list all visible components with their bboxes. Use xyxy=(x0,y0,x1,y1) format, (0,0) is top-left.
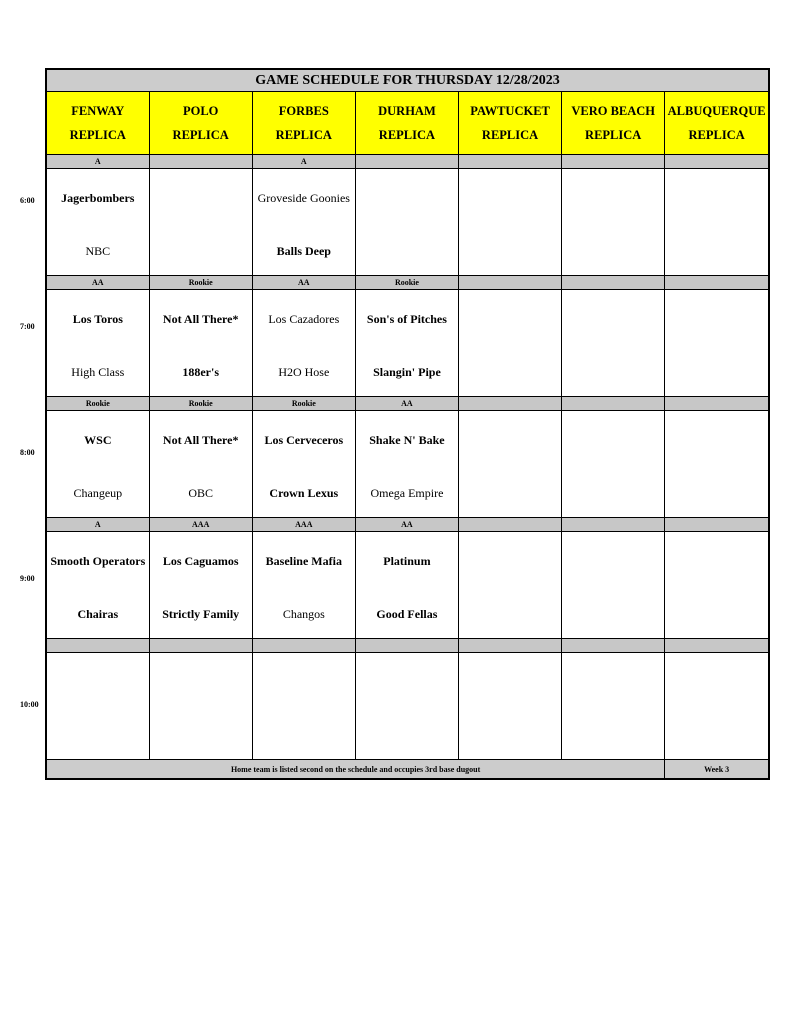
field-name: DURHAM xyxy=(378,104,436,118)
away-team xyxy=(562,411,664,469)
home-team xyxy=(47,711,149,759)
away-team: Los Caguamos xyxy=(162,553,239,568)
away-team xyxy=(665,411,768,469)
time-slot-row xyxy=(46,653,769,760)
division-label: AA xyxy=(355,518,458,532)
field-name: POLO xyxy=(182,104,219,118)
division-label: Rookie xyxy=(252,397,355,411)
away-team xyxy=(562,290,664,348)
game-cell xyxy=(665,653,769,760)
division-row xyxy=(46,397,769,411)
away-team: Not All There* xyxy=(162,432,239,447)
game-cell xyxy=(665,411,769,518)
division-label: Rookie xyxy=(46,397,149,411)
footer-note: Home team is listed second on the schedule and occupies 3rd base dugout xyxy=(46,760,665,780)
time-label: 7:00 xyxy=(20,322,35,331)
division-label xyxy=(562,276,665,290)
game-cell xyxy=(46,290,149,397)
away-team: Los Cazadores xyxy=(268,311,340,326)
game-cell xyxy=(46,653,149,760)
away-team: Los Cerveceros xyxy=(264,432,344,447)
home-team xyxy=(150,227,252,275)
division-label: A xyxy=(46,518,149,532)
home-team xyxy=(665,590,768,638)
away-team xyxy=(562,169,664,227)
away-team xyxy=(665,169,768,227)
away-team xyxy=(459,532,561,590)
division-label xyxy=(562,518,665,532)
field-name: FORBES xyxy=(278,104,329,118)
home-team: Omega Empire xyxy=(370,485,444,500)
away-team xyxy=(253,653,355,711)
division-label xyxy=(459,276,562,290)
game-cell xyxy=(252,169,355,276)
field-subtitle: REPLICA xyxy=(688,128,745,142)
title-row xyxy=(46,69,769,92)
field-name: FENWAY xyxy=(71,104,125,118)
game-cell xyxy=(355,532,458,639)
field-name: PAWTUCKET xyxy=(470,104,550,118)
division-label: AA xyxy=(355,397,458,411)
field-name: ALBUQUERQUE xyxy=(667,104,766,118)
time-slot-row xyxy=(46,411,769,518)
home-team: Slangin' Pipe xyxy=(373,364,441,379)
home-team: Crown Lexus xyxy=(269,485,339,500)
away-team xyxy=(665,653,768,711)
game-cell xyxy=(46,532,149,639)
field-header-vero-beach xyxy=(562,92,665,155)
division-label xyxy=(665,518,769,532)
division-row xyxy=(46,276,769,290)
game-cell xyxy=(562,411,665,518)
away-team: Baseline Mafia xyxy=(265,553,342,568)
game-cell xyxy=(149,653,252,760)
game-cell xyxy=(665,532,769,639)
division-label xyxy=(459,639,562,653)
home-team: Good Fellas xyxy=(376,606,438,621)
game-cell xyxy=(252,653,355,760)
division-label xyxy=(562,639,665,653)
field-subtitle: REPLICA xyxy=(378,128,436,142)
away-team xyxy=(356,653,458,711)
home-team: H2O Hose xyxy=(278,364,330,379)
home-team: Changos xyxy=(282,606,325,621)
away-team xyxy=(150,653,252,711)
home-team xyxy=(459,227,561,275)
division-row xyxy=(46,518,769,532)
game-cell xyxy=(149,169,252,276)
field-subtitle: REPLICA xyxy=(585,128,642,142)
home-team xyxy=(459,469,561,517)
footer-row xyxy=(46,760,769,780)
home-team: Chairas xyxy=(77,606,119,621)
division-label: AAA xyxy=(149,518,252,532)
game-cell xyxy=(252,532,355,639)
division-label xyxy=(459,397,562,411)
away-team: WSC xyxy=(84,432,112,447)
division-label xyxy=(665,276,769,290)
field-header-polo xyxy=(149,92,252,155)
division-label: AA xyxy=(46,276,149,290)
home-team: High Class xyxy=(71,364,125,379)
division-label xyxy=(665,155,769,169)
division-label: Rookie xyxy=(355,276,458,290)
home-team xyxy=(562,227,664,275)
home-team xyxy=(665,227,768,275)
division-label xyxy=(46,639,149,653)
away-team xyxy=(562,532,664,590)
away-team xyxy=(665,532,768,590)
division-label xyxy=(355,639,458,653)
field-subtitle: REPLICA xyxy=(481,128,539,142)
division-label xyxy=(459,518,562,532)
division-label xyxy=(355,155,458,169)
division-label xyxy=(562,397,665,411)
game-cell xyxy=(562,532,665,639)
game-cell xyxy=(459,290,562,397)
home-team xyxy=(150,711,252,759)
game-cell xyxy=(665,290,769,397)
home-team xyxy=(459,590,561,638)
home-team xyxy=(562,348,664,396)
game-cell xyxy=(149,532,252,639)
field-name: VERO BEACH xyxy=(571,104,656,118)
away-team: Shake N' Bake xyxy=(369,432,445,447)
field-subtitle: REPLICA xyxy=(275,128,332,142)
schedule-table xyxy=(45,68,770,780)
field-header-durham xyxy=(355,92,458,155)
game-cell xyxy=(46,169,149,276)
away-team: Smooth Operators xyxy=(50,553,146,568)
game-cell xyxy=(459,653,562,760)
away-team xyxy=(356,169,458,227)
home-team xyxy=(356,711,458,759)
game-cell xyxy=(355,411,458,518)
division-label xyxy=(149,155,252,169)
division-label xyxy=(459,155,562,169)
division-row xyxy=(46,155,769,169)
home-team xyxy=(459,711,561,759)
home-team: NBC xyxy=(85,243,111,258)
field-header-fenway xyxy=(46,92,149,155)
home-team: OBC xyxy=(188,485,214,500)
division-label: AAA xyxy=(252,518,355,532)
division-row xyxy=(46,639,769,653)
division-label: A xyxy=(252,155,355,169)
away-team xyxy=(665,290,768,348)
week-label: Week 3 xyxy=(665,760,769,780)
game-cell xyxy=(562,169,665,276)
game-cell xyxy=(459,411,562,518)
time-slot-row xyxy=(46,169,769,276)
game-cell xyxy=(355,169,458,276)
game-cell xyxy=(665,169,769,276)
home-team xyxy=(665,348,768,396)
home-team xyxy=(459,348,561,396)
field-subtitle: REPLICA xyxy=(69,128,126,142)
home-team xyxy=(562,469,664,517)
time-label: 9:00 xyxy=(20,574,35,583)
division-label xyxy=(665,397,769,411)
away-team xyxy=(459,169,561,227)
game-cell xyxy=(562,290,665,397)
game-cell xyxy=(562,653,665,760)
home-team: Strictly Family xyxy=(162,606,240,621)
time-label: 10:00 xyxy=(20,700,39,709)
game-cell xyxy=(252,290,355,397)
division-label xyxy=(562,155,665,169)
away-team: Not All There* xyxy=(162,311,239,326)
away-team xyxy=(562,653,664,711)
home-team: Changeup xyxy=(73,485,123,500)
division-label: AA xyxy=(252,276,355,290)
game-cell xyxy=(355,653,458,760)
home-team xyxy=(562,711,664,759)
time-slot-row xyxy=(46,290,769,397)
home-team xyxy=(562,590,664,638)
field-subtitle: REPLICA xyxy=(172,128,229,142)
game-cell xyxy=(149,290,252,397)
away-team: Jagerbombers xyxy=(61,190,135,205)
away-team: Platinum xyxy=(383,553,431,568)
away-team xyxy=(459,290,561,348)
away-team xyxy=(47,653,149,711)
game-cell xyxy=(252,411,355,518)
home-team: 188er's xyxy=(182,364,220,379)
game-cell xyxy=(459,532,562,639)
home-team: Balls Deep xyxy=(276,243,331,258)
game-cell xyxy=(149,411,252,518)
division-label xyxy=(252,639,355,653)
field-header-row xyxy=(46,92,769,155)
game-cell xyxy=(46,411,149,518)
game-cell xyxy=(459,169,562,276)
field-header-pawtucket xyxy=(459,92,562,155)
schedule-title: GAME SCHEDULE FOR THURSDAY 12/28/2023 xyxy=(46,69,769,92)
division-label xyxy=(149,639,252,653)
time-label: 6:00 xyxy=(20,196,35,205)
away-team: Los Toros xyxy=(72,311,123,326)
game-cell xyxy=(355,290,458,397)
time-label: 8:00 xyxy=(20,448,35,457)
division-label xyxy=(665,639,769,653)
division-label: A xyxy=(46,155,149,169)
away-team: Son's of Pitches xyxy=(366,311,447,326)
home-team xyxy=(665,469,768,517)
away-team xyxy=(150,169,252,227)
field-header-albuquerque xyxy=(665,92,769,155)
field-header-forbes xyxy=(252,92,355,155)
away-team xyxy=(459,653,561,711)
home-team xyxy=(665,711,768,759)
division-label: Rookie xyxy=(149,397,252,411)
away-team xyxy=(459,411,561,469)
home-team xyxy=(356,227,458,275)
away-team: Groveside Goonies xyxy=(257,190,350,205)
division-label: Rookie xyxy=(149,276,252,290)
time-slot-row xyxy=(46,532,769,639)
home-team xyxy=(253,711,355,759)
